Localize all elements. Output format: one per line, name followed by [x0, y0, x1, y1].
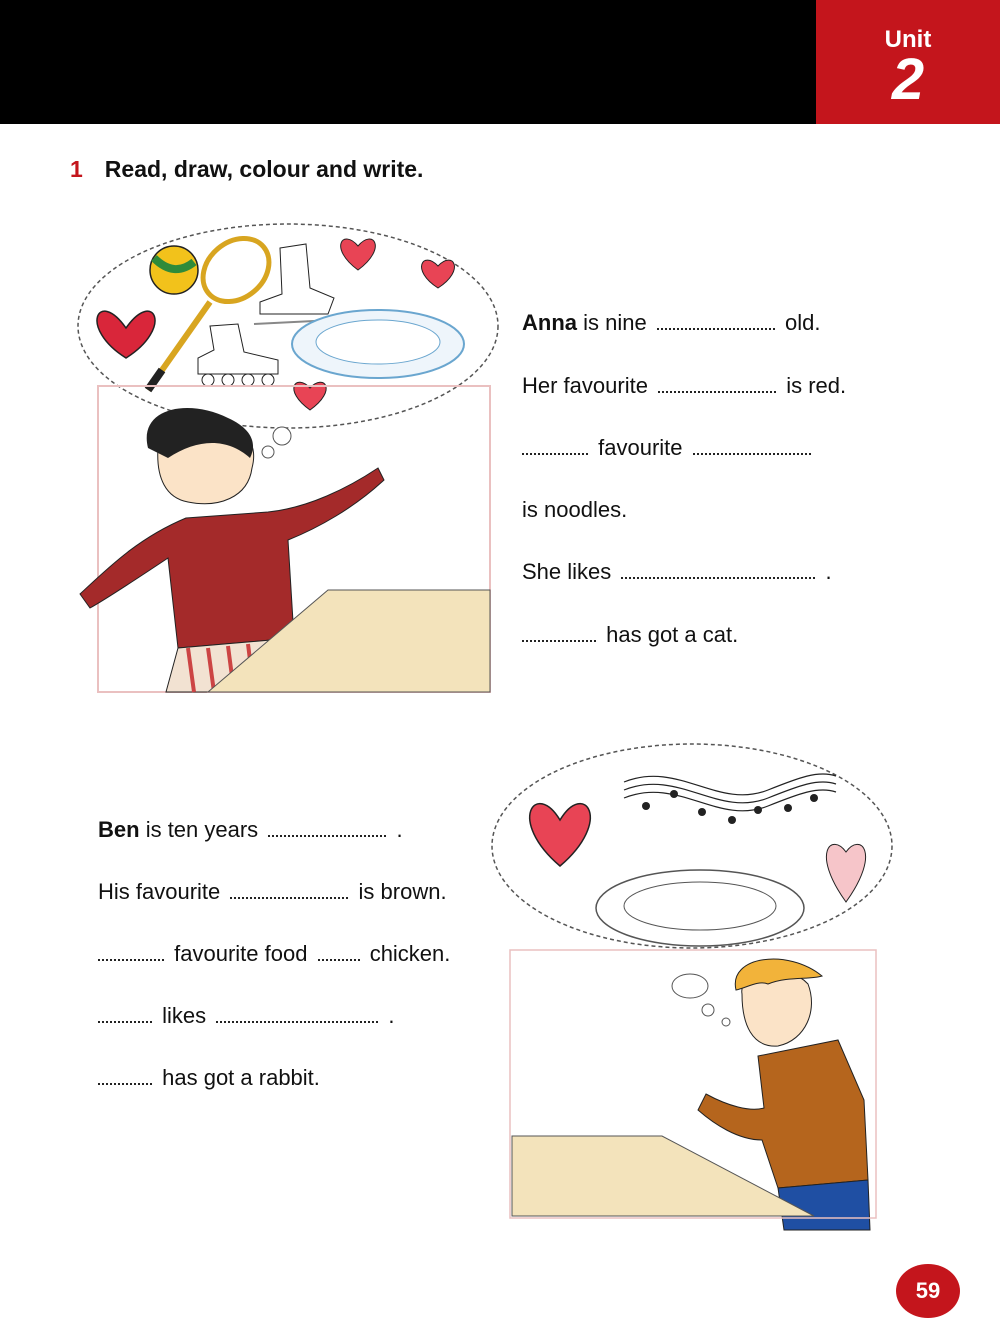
blank[interactable] — [318, 941, 360, 961]
instruction-text: Read, draw, colour and write. — [104, 156, 424, 182]
blank[interactable] — [230, 879, 348, 899]
blank[interactable] — [98, 1003, 152, 1023]
unit-label: Unit — [884, 26, 932, 53]
blank[interactable] — [98, 1065, 152, 1085]
page-number: 59 — [896, 1264, 960, 1318]
blank[interactable] — [658, 373, 776, 393]
blank[interactable] — [621, 559, 815, 579]
anna-line-3: favourite — [522, 435, 815, 461]
blank[interactable] — [657, 310, 775, 330]
ben-name: Ben — [98, 817, 140, 842]
blank[interactable] — [693, 435, 811, 455]
blank[interactable] — [98, 941, 164, 961]
unit-number: 2 — [891, 47, 925, 112]
ben-line-3: favourite food chicken. — [98, 941, 450, 967]
anna-line-2: Her favourite is red. — [522, 373, 847, 398]
exercise-instruction — [70, 156, 423, 183]
anna-name: Anna — [522, 310, 577, 335]
anna-line-1: Anna is nine old. — [522, 310, 821, 335]
blank[interactable] — [268, 817, 386, 837]
anna-line-6: has got a cat. — [522, 622, 738, 648]
anna-line-5: She likes . — [522, 559, 832, 584]
blank[interactable] — [522, 435, 588, 455]
blank[interactable] — [216, 1003, 378, 1023]
ben-line-1: Ben is ten years . — [98, 817, 403, 842]
anna-line-4: is noodles. — [522, 497, 628, 522]
ben-line-4: likes . — [98, 1003, 395, 1029]
unit-badge — [816, 0, 1000, 124]
ben-illustration — [488, 740, 898, 1236]
ben-line-5: has got a rabbit. — [98, 1065, 320, 1091]
blank[interactable] — [522, 622, 596, 642]
anna-illustration — [38, 218, 500, 700]
ben-line-2: His favourite is brown. — [98, 879, 447, 904]
exercise-number: 1 — [70, 156, 83, 182]
